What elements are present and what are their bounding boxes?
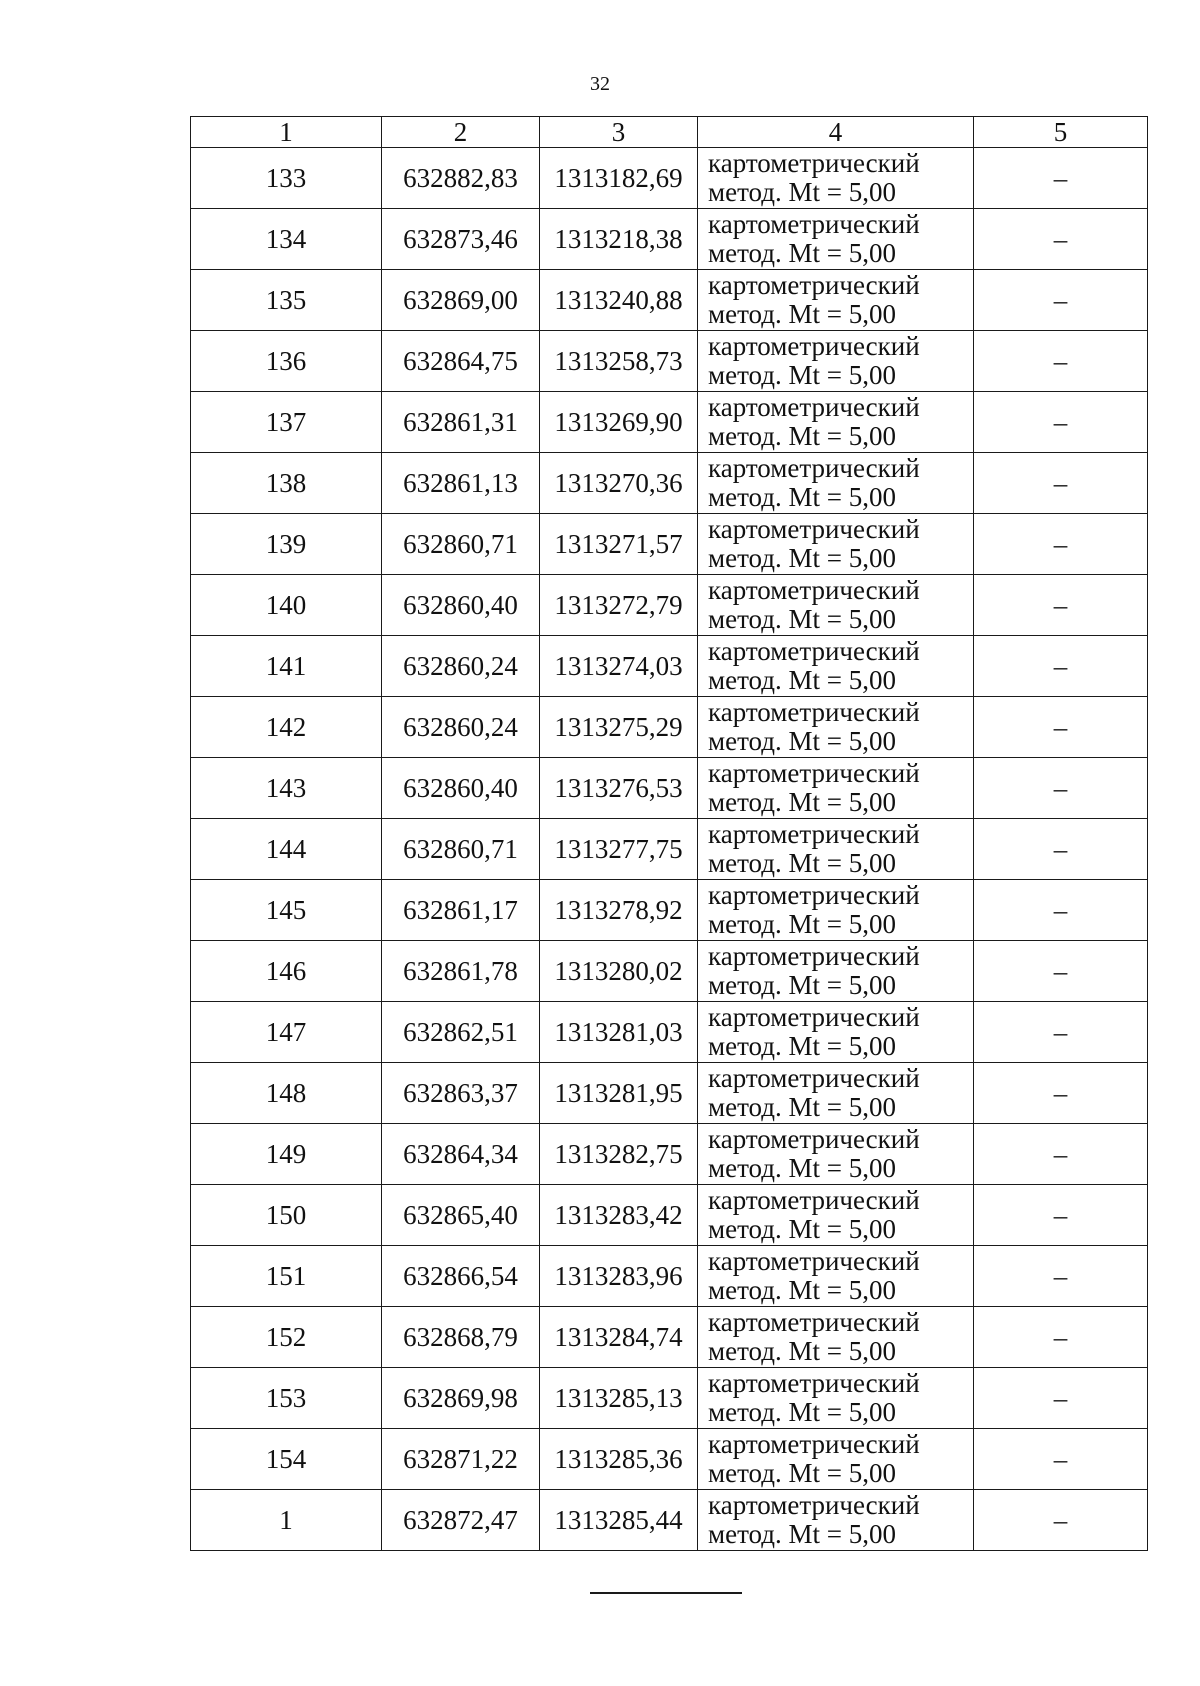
method-line-2: метод. Mt = 5,00 bbox=[708, 848, 896, 878]
x-coordinate-cell: 632860,71 bbox=[382, 819, 540, 880]
y-coordinate-cell: 1313281,95 bbox=[540, 1063, 698, 1124]
x-coordinate-cell: 632861,31 bbox=[382, 392, 540, 453]
table-row bbox=[191, 941, 1148, 1002]
note-cell: – bbox=[974, 270, 1148, 331]
point-number-cell: 144 bbox=[191, 819, 382, 880]
point-number-cell: 1 bbox=[191, 1490, 382, 1551]
note-cell: – bbox=[974, 575, 1148, 636]
method-line-1: картометрический bbox=[708, 1307, 920, 1337]
note-cell: – bbox=[974, 1246, 1148, 1307]
coordinates-table bbox=[190, 116, 1148, 1551]
method-line-1: картометрический bbox=[708, 758, 920, 788]
method-line-1: картометрический bbox=[708, 1185, 920, 1215]
method-line-2: метод. Mt = 5,00 bbox=[708, 299, 896, 329]
point-number-cell: 141 bbox=[191, 636, 382, 697]
method-line-2: метод. Mt = 5,00 bbox=[708, 1092, 896, 1122]
table-row bbox=[191, 331, 1148, 392]
table-row bbox=[191, 209, 1148, 270]
method-cell bbox=[698, 697, 974, 758]
method-line-2: метод. Mt = 5,00 bbox=[708, 1397, 896, 1427]
note-cell: – bbox=[974, 819, 1148, 880]
method-line-1: картометрический bbox=[708, 819, 920, 849]
header-col-3: 3 bbox=[540, 117, 698, 148]
y-coordinate-cell: 1313274,03 bbox=[540, 636, 698, 697]
method-line-1: картометрический bbox=[708, 209, 920, 239]
y-coordinate-cell: 1313275,29 bbox=[540, 697, 698, 758]
x-coordinate-cell: 632861,13 bbox=[382, 453, 540, 514]
method-line-2: метод. Mt = 5,00 bbox=[708, 1153, 896, 1183]
note-cell: – bbox=[974, 392, 1148, 453]
method-line-2: метод. Mt = 5,00 bbox=[708, 970, 896, 1000]
x-coordinate-cell: 632864,75 bbox=[382, 331, 540, 392]
method-cell bbox=[698, 941, 974, 1002]
method-line-1: картометрический bbox=[708, 514, 920, 544]
end-of-table-rule bbox=[590, 1592, 742, 1594]
note-cell: – bbox=[974, 148, 1148, 209]
y-coordinate-cell: 1313270,36 bbox=[540, 453, 698, 514]
table-row bbox=[191, 880, 1148, 941]
y-coordinate-cell: 1313277,75 bbox=[540, 819, 698, 880]
method-cell bbox=[698, 575, 974, 636]
table-row bbox=[191, 392, 1148, 453]
note-cell: – bbox=[974, 880, 1148, 941]
table-row bbox=[191, 1490, 1148, 1551]
method-line-2: метод. Mt = 5,00 bbox=[708, 1275, 896, 1305]
x-coordinate-cell: 632860,24 bbox=[382, 636, 540, 697]
y-coordinate-cell: 1313285,44 bbox=[540, 1490, 698, 1551]
method-line-2: метод. Mt = 5,00 bbox=[708, 909, 896, 939]
note-cell: – bbox=[974, 1185, 1148, 1246]
point-number-cell: 148 bbox=[191, 1063, 382, 1124]
x-coordinate-cell: 632860,40 bbox=[382, 758, 540, 819]
note-cell: – bbox=[974, 1063, 1148, 1124]
table-row bbox=[191, 1307, 1148, 1368]
method-line-2: метод. Mt = 5,00 bbox=[708, 1214, 896, 1244]
y-coordinate-cell: 1313269,90 bbox=[540, 392, 698, 453]
method-cell bbox=[698, 514, 974, 575]
table-row bbox=[191, 148, 1148, 209]
method-line-1: картометрический bbox=[708, 1002, 920, 1032]
point-number-cell: 150 bbox=[191, 1185, 382, 1246]
x-coordinate-cell: 632865,40 bbox=[382, 1185, 540, 1246]
method-cell bbox=[698, 880, 974, 941]
note-cell: – bbox=[974, 636, 1148, 697]
method-line-2: метод. Mt = 5,00 bbox=[708, 421, 896, 451]
point-number-cell: 136 bbox=[191, 331, 382, 392]
method-line-2: метод. Mt = 5,00 bbox=[708, 604, 896, 634]
method-cell bbox=[698, 270, 974, 331]
method-line-2: метод. Mt = 5,00 bbox=[708, 238, 896, 268]
method-cell bbox=[698, 392, 974, 453]
method-line-1: картометрический bbox=[708, 636, 920, 666]
note-cell: – bbox=[974, 758, 1148, 819]
table-row bbox=[191, 1368, 1148, 1429]
header-col-2: 2 bbox=[382, 117, 540, 148]
table-row bbox=[191, 1185, 1148, 1246]
table-row bbox=[191, 575, 1148, 636]
note-cell: – bbox=[974, 331, 1148, 392]
point-number-cell: 137 bbox=[191, 392, 382, 453]
method-cell bbox=[698, 1246, 974, 1307]
note-cell: – bbox=[974, 1368, 1148, 1429]
table-row bbox=[191, 1063, 1148, 1124]
point-number-cell: 151 bbox=[191, 1246, 382, 1307]
method-cell bbox=[698, 1063, 974, 1124]
note-cell: – bbox=[974, 1002, 1148, 1063]
y-coordinate-cell: 1313285,36 bbox=[540, 1429, 698, 1490]
header-col-4: 4 bbox=[698, 117, 974, 148]
header-col-5: 5 bbox=[974, 117, 1148, 148]
method-cell bbox=[698, 819, 974, 880]
method-line-2: метод. Mt = 5,00 bbox=[708, 1458, 896, 1488]
table-row bbox=[191, 1002, 1148, 1063]
y-coordinate-cell: 1313282,75 bbox=[540, 1124, 698, 1185]
x-coordinate-cell: 632871,22 bbox=[382, 1429, 540, 1490]
table-row bbox=[191, 1246, 1148, 1307]
x-coordinate-cell: 632882,83 bbox=[382, 148, 540, 209]
x-coordinate-cell: 632861,17 bbox=[382, 880, 540, 941]
method-cell bbox=[698, 636, 974, 697]
y-coordinate-cell: 1313182,69 bbox=[540, 148, 698, 209]
y-coordinate-cell: 1313284,74 bbox=[540, 1307, 698, 1368]
note-cell: – bbox=[974, 453, 1148, 514]
header-col-1: 1 bbox=[191, 117, 382, 148]
x-coordinate-cell: 632860,24 bbox=[382, 697, 540, 758]
point-number-cell: 153 bbox=[191, 1368, 382, 1429]
point-number-cell: 147 bbox=[191, 1002, 382, 1063]
method-line-2: метод. Mt = 5,00 bbox=[708, 726, 896, 756]
method-line-2: метод. Mt = 5,00 bbox=[708, 543, 896, 573]
x-coordinate-cell: 632869,00 bbox=[382, 270, 540, 331]
method-line-1: картометрический bbox=[708, 880, 920, 910]
point-number-cell: 152 bbox=[191, 1307, 382, 1368]
method-line-2: метод. Mt = 5,00 bbox=[708, 787, 896, 817]
y-coordinate-cell: 1313283,96 bbox=[540, 1246, 698, 1307]
method-cell bbox=[698, 1124, 974, 1185]
method-line-1: картометрический bbox=[708, 575, 920, 605]
y-coordinate-cell: 1313271,57 bbox=[540, 514, 698, 575]
table-row bbox=[191, 453, 1148, 514]
method-line-2: метод. Mt = 5,00 bbox=[708, 177, 896, 207]
table-row bbox=[191, 758, 1148, 819]
note-cell: – bbox=[974, 1490, 1148, 1551]
x-coordinate-cell: 632864,34 bbox=[382, 1124, 540, 1185]
y-coordinate-cell: 1313218,38 bbox=[540, 209, 698, 270]
y-coordinate-cell: 1313240,88 bbox=[540, 270, 698, 331]
x-coordinate-cell: 632862,51 bbox=[382, 1002, 540, 1063]
method-line-1: картометрический bbox=[708, 331, 920, 361]
x-coordinate-cell: 632866,54 bbox=[382, 1246, 540, 1307]
method-line-2: метод. Mt = 5,00 bbox=[708, 482, 896, 512]
method-cell bbox=[698, 209, 974, 270]
table-row bbox=[191, 514, 1148, 575]
note-cell: – bbox=[974, 209, 1148, 270]
method-line-1: картометрический bbox=[708, 697, 920, 727]
point-number-cell: 134 bbox=[191, 209, 382, 270]
point-number-cell: 145 bbox=[191, 880, 382, 941]
note-cell: – bbox=[974, 1307, 1148, 1368]
table-row bbox=[191, 270, 1148, 331]
method-line-2: метод. Mt = 5,00 bbox=[708, 665, 896, 695]
page-number: 32 bbox=[590, 73, 610, 95]
method-line-2: метод. Mt = 5,00 bbox=[708, 1336, 896, 1366]
method-cell bbox=[698, 1368, 974, 1429]
point-number-cell: 146 bbox=[191, 941, 382, 1002]
method-line-1: картометрический bbox=[708, 1368, 920, 1398]
method-cell bbox=[698, 1307, 974, 1368]
point-number-cell: 154 bbox=[191, 1429, 382, 1490]
method-line-2: метод. Mt = 5,00 bbox=[708, 360, 896, 390]
method-line-1: картометрический bbox=[708, 1063, 920, 1093]
method-line-1: картометрический bbox=[708, 392, 920, 422]
y-coordinate-cell: 1313281,03 bbox=[540, 1002, 698, 1063]
method-line-1: картометрический bbox=[708, 453, 920, 483]
method-line-1: картометрический bbox=[708, 148, 920, 178]
y-coordinate-cell: 1313285,13 bbox=[540, 1368, 698, 1429]
point-number-cell: 149 bbox=[191, 1124, 382, 1185]
method-line-1: картометрический bbox=[708, 1490, 920, 1520]
method-line-1: картометрический bbox=[708, 1124, 920, 1154]
note-cell: – bbox=[974, 1429, 1148, 1490]
method-cell bbox=[698, 1002, 974, 1063]
method-line-2: метод. Mt = 5,00 bbox=[708, 1031, 896, 1061]
point-number-cell: 143 bbox=[191, 758, 382, 819]
method-cell bbox=[698, 1490, 974, 1551]
x-coordinate-cell: 632861,78 bbox=[382, 941, 540, 1002]
point-number-cell: 142 bbox=[191, 697, 382, 758]
table-row bbox=[191, 636, 1148, 697]
y-coordinate-cell: 1313280,02 bbox=[540, 941, 698, 1002]
y-coordinate-cell: 1313283,42 bbox=[540, 1185, 698, 1246]
note-cell: – bbox=[974, 941, 1148, 1002]
method-line-1: картометрический bbox=[708, 270, 920, 300]
method-line-2: метод. Mt = 5,00 bbox=[708, 1519, 896, 1549]
y-coordinate-cell: 1313278,92 bbox=[540, 880, 698, 941]
x-coordinate-cell: 632869,98 bbox=[382, 1368, 540, 1429]
method-cell bbox=[698, 148, 974, 209]
point-number-cell: 140 bbox=[191, 575, 382, 636]
y-coordinate-cell: 1313258,73 bbox=[540, 331, 698, 392]
point-number-cell: 138 bbox=[191, 453, 382, 514]
point-number-cell: 139 bbox=[191, 514, 382, 575]
x-coordinate-cell: 632868,79 bbox=[382, 1307, 540, 1368]
method-cell bbox=[698, 453, 974, 514]
method-cell bbox=[698, 1185, 974, 1246]
method-cell bbox=[698, 331, 974, 392]
point-number-cell: 133 bbox=[191, 148, 382, 209]
table-header-row bbox=[191, 117, 1148, 148]
method-line-1: картометрический bbox=[708, 1246, 920, 1276]
table-body bbox=[191, 148, 1148, 1551]
x-coordinate-cell: 632873,46 bbox=[382, 209, 540, 270]
table-row bbox=[191, 1429, 1148, 1490]
method-cell bbox=[698, 758, 974, 819]
method-line-1: картометрический bbox=[708, 941, 920, 971]
note-cell: – bbox=[974, 514, 1148, 575]
table-row bbox=[191, 1124, 1148, 1185]
x-coordinate-cell: 632863,37 bbox=[382, 1063, 540, 1124]
x-coordinate-cell: 632872,47 bbox=[382, 1490, 540, 1551]
method-cell bbox=[698, 1429, 974, 1490]
point-number-cell: 135 bbox=[191, 270, 382, 331]
y-coordinate-cell: 1313276,53 bbox=[540, 758, 698, 819]
note-cell: – bbox=[974, 1124, 1148, 1185]
x-coordinate-cell: 632860,71 bbox=[382, 514, 540, 575]
table-row bbox=[191, 819, 1148, 880]
table-row bbox=[191, 697, 1148, 758]
note-cell: – bbox=[974, 697, 1148, 758]
y-coordinate-cell: 1313272,79 bbox=[540, 575, 698, 636]
x-coordinate-cell: 632860,40 bbox=[382, 575, 540, 636]
method-line-1: картометрический bbox=[708, 1429, 920, 1459]
